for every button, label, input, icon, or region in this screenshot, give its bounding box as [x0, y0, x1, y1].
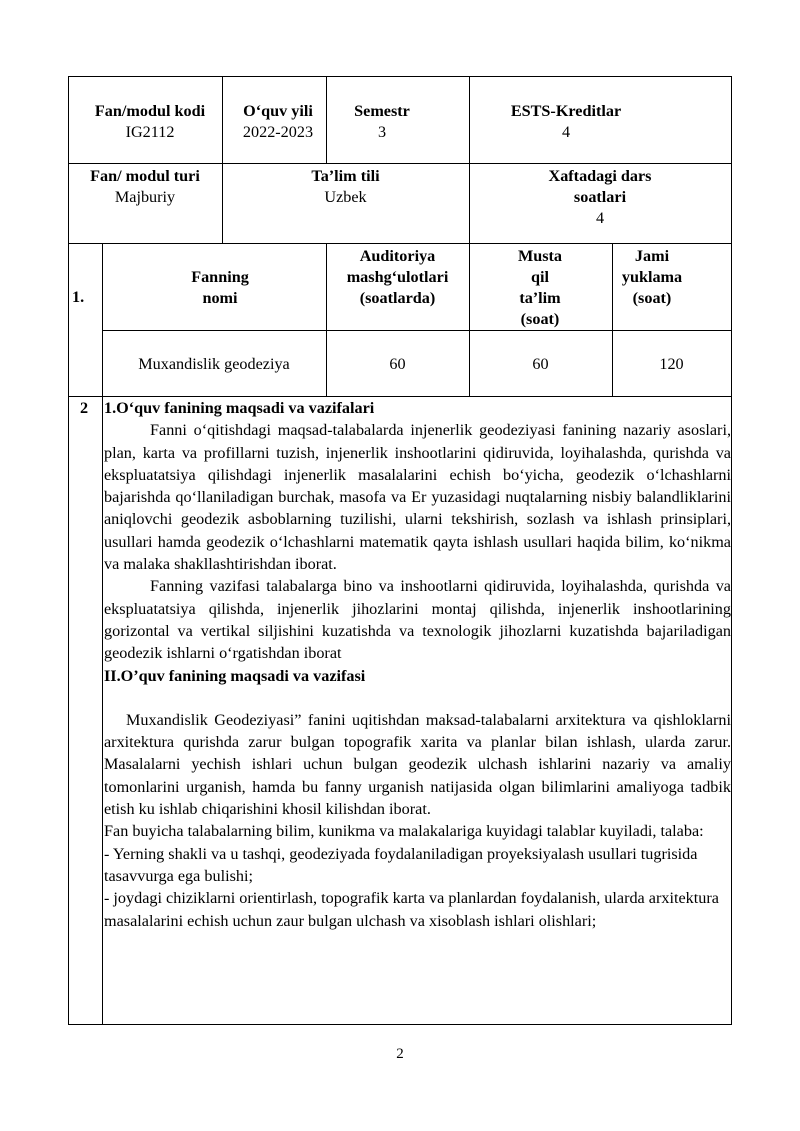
auditorium-header-line: Auditoriya [359, 247, 436, 265]
section-heading-goals: 1.O‘quv fanining maqsadi va vazifalari [104, 399, 375, 417]
requirement-item: - joydagi chiziklarni orientirlash, topografik karta va planlardan foydalanish, ularda arxitektura masalalarini echish uchun zaur bulgan ulchash va xisoblash ishlari olishlari; [104, 889, 719, 930]
spacer [104, 687, 731, 709]
table-border [68, 76, 69, 1025]
course-code-label: Fan/modul kodi [94, 102, 206, 120]
paragraph-tasks: Fanning vazifasi talabalarga bino va inshootlarni qidiruvida, loyihalashda, qurishda va ekspluatatsiya qilishda, injenerlik jihozlarini montaj qilishda, injenerlik inshootlarining gorizontal va vertikal siljishini kuzatishda va texnologik jihozlarni kuzatishda bajariladigan geodezik ishlarni o‘rgatishdan iborat [104, 577, 731, 663]
self-study-header-line: qil [531, 268, 549, 286]
table-border [731, 76, 732, 1025]
auditorium-hours-value: 60 [389, 355, 406, 373]
subject-name-value: Muxandislik geodeziya [138, 355, 290, 373]
table-border [469, 76, 470, 164]
auditorium-header-line: (soatlarda) [359, 289, 436, 307]
weekly-hours-value: 4 [595, 209, 605, 227]
credits-value: 4 [561, 123, 571, 141]
table-border [68, 243, 732, 244]
table-border [68, 76, 732, 77]
language-label: Ta’lim tili [311, 167, 380, 185]
section-heading-goals-2: II.O’quv fanining maqsadi va vazifasi [104, 666, 366, 685]
table-border [68, 1024, 732, 1025]
semester-cell [330, 101, 434, 143]
semester-value: 3 [377, 123, 387, 141]
paragraph-course-aim: Muxandislik Geodeziyasi” fanini uqitishdan maksad-talabalarni arxitektura va qishloklarni arxitektura qurishda zarur bulgan topografik xarita va planlar bilan ishlash, ularda zarur. Masalalarni yechish ishlari uchun bulgan geodezik ulchash ishlarini nazariy va amaliy tomonlarini urganish, hamda bu fanny urganish natijasida olgan bilimlarini amaliyoga tadbik etish ku ishlab chiqarishini khosil kilishdan iborat. [104, 710, 731, 819]
language-value: Uzbek [324, 188, 367, 206]
academic-year-label: O‘quv yili [243, 102, 313, 120]
total-hours-value: 120 [659, 355, 684, 373]
subject-name-header-line: nomi [202, 289, 238, 307]
language-cell [222, 166, 469, 208]
total-load-header-line: yuklama [621, 268, 683, 286]
semester-label: Semestr [354, 102, 410, 120]
self-study-header-line: ta’lim [519, 289, 561, 307]
self-study-header-line: Musta [517, 247, 563, 265]
row-number-1: 1. [72, 288, 85, 306]
total-load-header-line: (soat) [632, 289, 672, 307]
paragraph-requirements: Fan buyicha talabalarning bilim, kunikma va malakalariga kuyidagi talablar kuyiladi, talaba: [104, 822, 704, 841]
auditorium-header-line: mashg‘ulotlari [346, 268, 449, 286]
total-load-header-line: Jami [634, 247, 670, 265]
paragraph-goal: Fanni o‘qitishdagi maqsad-talabalarda injenerlik geodeziyasi fanining nazariy asoslari, plan, karta va profillarni tuzish, injenerlik inshootlarini qidiruvida, loyihalashda, qurishda va ekspluatatsiya qilishdagi injenerlik masalalarini echish bo‘yicha, geodezik o‘lchashlarni bajarishda qo‘llaniladigan burchak, masofa va Er yuzasidagi nuqtalarning nisbiy balandliklarini aniqlovchi geodezik asboblarning tuzilishi, ularni tekshirish, sozlash va ishlash prinsiplari, usullari hamda geodezik o‘lchashlarni matematik qayta ishlash usullari haqida bilim, ko‘nikma va malaka shakllashtirishdan iborat. [104, 421, 731, 574]
self-study-header-line: (soat) [520, 310, 560, 328]
course-code-cell [74, 101, 226, 143]
weekly-hours-label-1: Xaftadagi dars [548, 167, 652, 185]
page-number: 2 [396, 1046, 404, 1062]
table-border [102, 330, 732, 331]
academic-year-value: 2022-2023 [242, 123, 314, 141]
table-border [68, 163, 732, 164]
auditorium-header [326, 246, 469, 309]
module-type-value: Majburiy [114, 188, 176, 206]
credits-label: ESTS-Kreditlar [510, 102, 622, 120]
weekly-hours-label-2: soatlari [573, 188, 627, 206]
weekly-hours-cell [469, 166, 731, 229]
total-load-header [612, 246, 692, 309]
subject-name-header [140, 267, 300, 309]
row-number-2: 2 [80, 399, 89, 417]
subject-name-header-line: Fanning [191, 268, 249, 286]
module-type-cell [68, 166, 222, 208]
credits-cell [490, 101, 642, 143]
requirement-item: - Yerning shakli va u tashqi, geodeziyada foydalaniladigan proyeksiyalash usullari tugrisida tasavvurga ega bulishi; [104, 844, 698, 885]
self-study-hours-value: 60 [532, 355, 549, 373]
course-description [104, 397, 731, 932]
self-study-header [490, 246, 590, 330]
course-code-value: IG2112 [125, 123, 175, 141]
module-type-label: Fan/ modul turi [90, 167, 200, 185]
academic-year-cell [226, 101, 330, 143]
